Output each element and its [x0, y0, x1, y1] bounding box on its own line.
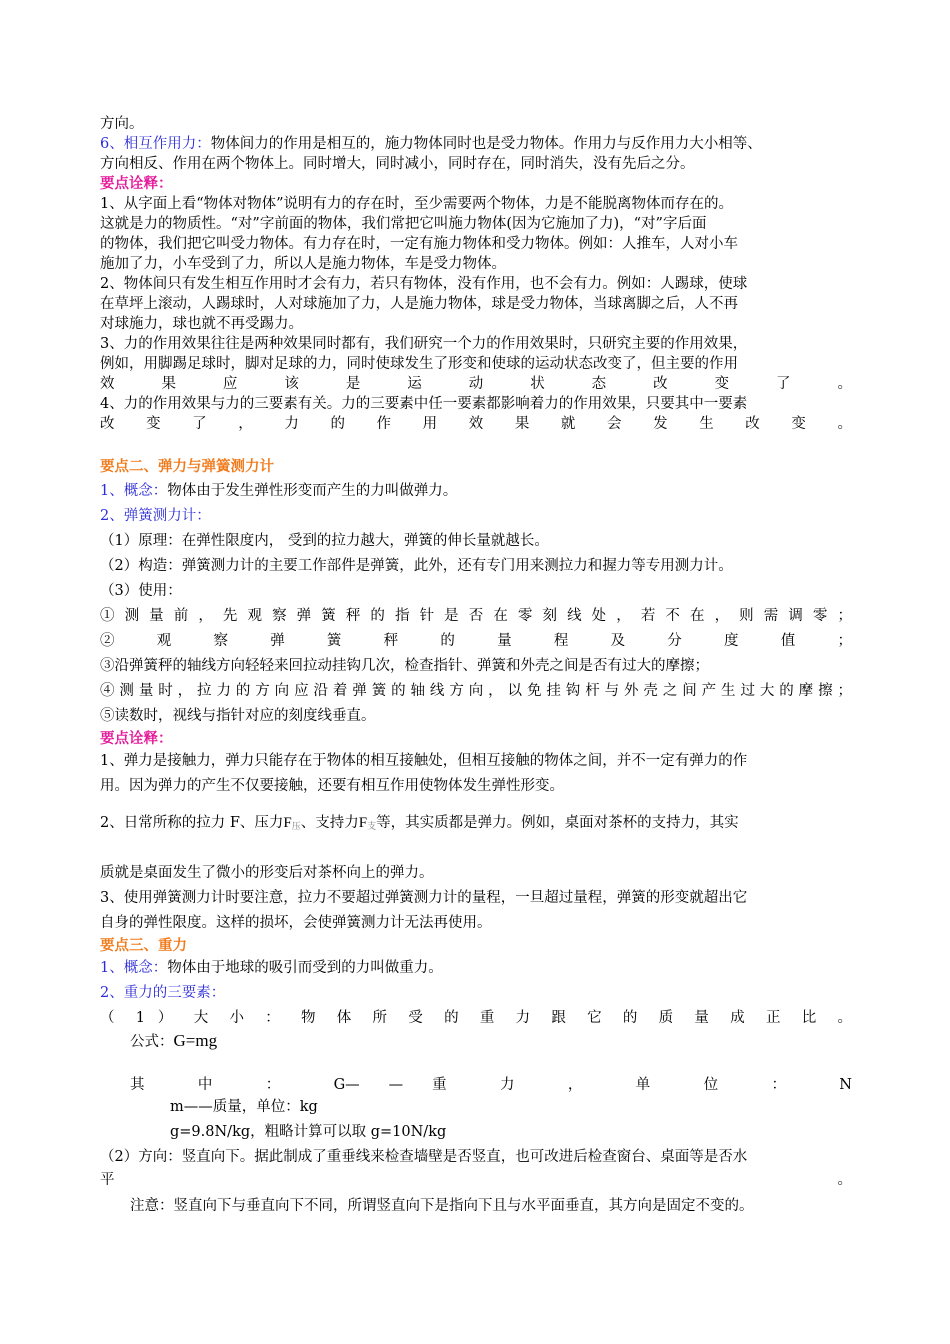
text-line-justified: ② 观 察 弹 簧 秤 的 量 程 及 分 度 值 ；: [100, 633, 852, 649]
text-line: 施加了力，小车受到了力，所以人是施力物体，车是受力物体。: [100, 256, 506, 272]
text-line: 这就是力的物质性。“对”字前面的物体，我们常把它叫施力物体(因为它施加了力)，“对”字后面: [100, 216, 707, 232]
text-span: 2、日常所称的拉力 F、压力: [100, 815, 284, 831]
term-label: 2、重力的三要素：: [100, 985, 226, 1001]
force-subscript: 支: [367, 822, 377, 832]
text-line: 3、力的作用效果往往是两种效果同时都有，我们研究一个力的作用效果时，只研究主要的作用效果，: [100, 336, 748, 352]
text-line: 自身的弹性限度。这样的损坏，会使弹簧测力计无法再使用。: [100, 915, 492, 931]
formula-line: [100, 1031, 852, 1075]
formula-label: 公式：: [130, 1034, 174, 1050]
text-line: [100, 134, 852, 154]
force-subscript: 压: [291, 822, 301, 832]
text-line: m——质量，单位：kg: [170, 1099, 318, 1115]
text-span: 物体由于发生弹性形变而产生的力叫做弹力。: [167, 483, 458, 499]
text-line-justified: 其 中 ： G— — 重 力 ， 单 位 ： N: [130, 1077, 852, 1093]
text-line: （3）使用：: [100, 583, 182, 599]
text-line: 方向。: [100, 116, 144, 132]
text-line: 注意：竖直向下与垂直向下不同，所谓竖直向下是指向下且与水平面垂直，其方向是固定不变的。: [130, 1198, 754, 1214]
note-heading: 要点诠释：: [100, 175, 173, 192]
text-line: （2）构造：弹簧测力计的主要工作部件是弹簧，此外，还有专门用来测拉力和握力等专用测力计。: [100, 558, 733, 574]
text-line: ③沿弹簧秤的轴线方向轻轻来回拉动挂钩几次，检查指针、弹簧和外壳之间是否有过大的摩擦；: [100, 658, 709, 674]
term-label: 2、弹簧测力计：: [100, 508, 211, 524]
text-line: 2、物体间只有发生相互作用时才会有力，若只有物体，没有作用，也不会有力。例如：人踢球，使球: [100, 276, 748, 292]
text-line: （1）原理：在弹性限度内， 受到的拉力越大，弹簧的伸长量就越长。: [100, 533, 549, 549]
text-span: 等，其实质都是弹力。例如，桌面对茶杯的支持力，其实: [376, 815, 739, 831]
formula: G=mg: [173, 1031, 218, 1050]
text-line-justified: ④ 测 量 时 ， 拉 力 的 方 向 应 沿 着 弹 簧 的 轴 线 方 向 ， 以 免 挂 钩 杆 与 外 壳 之 间 产 生 过 大 的 摩 擦 ；: [100, 683, 852, 699]
text-line: [100, 479, 852, 504]
text-line: 质就是桌面发生了微小的形变后对茶杯向上的弹力。: [100, 865, 434, 881]
text-line-with-formula: [100, 799, 852, 861]
section-heading: 要点三、重力: [100, 937, 187, 954]
document-page: [100, 114, 852, 1222]
text-line: 用。因为弹力的产生不仅要接触，还要有相互作用使物体发生弹性形变。: [100, 778, 564, 794]
term-label: 1、概念：: [100, 960, 168, 976]
force-symbol: F: [283, 815, 292, 831]
text-line-justified: ① 测 量 前 ， 先 观 察 弹 簧 秤 的 指 针 是 否 在 零 刻 线 处 ， 若 不 在 ， 则 需 调 零 ；: [100, 608, 852, 624]
text-line: g=9.8N/kg，粗略计算可以取 g=10N/kg: [170, 1124, 447, 1140]
text-line: 1、弹力是接触力，弹力只能存在于物体的相互接触处，但相互接触的物体之间，并不一定有弹力的作: [100, 753, 748, 769]
note-heading: 要点诠释：: [100, 730, 173, 747]
text-line: 的物体，我们把它叫受力物体。有力存在时，一定有施力物体和受力物体。例如：人推车，人对小车: [100, 236, 738, 252]
text-line-justified: （ 1 ） 大 小 ： 物 体 所 受 的 重 力 跟 它 的 质 量 成 正 比 。: [100, 1010, 852, 1026]
text-line: [100, 956, 852, 981]
text-line: 1、从字面上看“物体对物体”说明有力的存在时，至少需要两个物体，力是不能脱离物体而存在的。: [100, 196, 734, 212]
text-line: 在草坪上滚动，人踢球时，人对球施加了力，人是施力物体，球是受力物体，当球离脚之后，人不再: [100, 296, 738, 312]
text-line: （2）方向：竖直向下。据此制成了重垂线来检查墙壁是否竖直，也可改进后检查窗台、桌面等是否水: [100, 1149, 748, 1165]
text-line: 3、使用弹簧测力计时要注意，拉力不要超过弹簧测力计的量程，一旦超过量程，弹簧的形变就超出它: [100, 890, 748, 906]
text-line-justified: 平 。: [100, 1172, 852, 1188]
section-heading: 要点二、弹力与弹簧测力计: [100, 458, 274, 475]
text-span: 物体由于地球的吸引而受到的力叫做重力。: [167, 960, 443, 976]
text-line: 4、力的作用效果与力的三要素有关。力的三要素中任一要素都影响着力的作用效果，只要其中一要素: [100, 396, 748, 412]
term-label: 6、相互作用力：: [100, 136, 211, 152]
text-line-justified: 改 变 了 ， 力 的 作 用 效 果 就 会 发 生 改 变 。: [100, 416, 852, 432]
force-symbol: F: [358, 815, 368, 831]
text-line: ⑤读数时，视线与指针对应的刻度线垂直。: [100, 708, 376, 724]
term-label: 1、概念：: [100, 483, 168, 499]
text-line: 例如，用脚踢足球时，脚对足球的力，同时使球发生了形变和使球的运动状态改变了，但主要的作用: [100, 356, 738, 372]
text-line: 方向相反、作用在两个物体上。同时增大，同时减小，同时存在，同时消失，没有先后之分。: [100, 156, 695, 172]
text-span: 物体间力的作用是相互的，施力物体同时也是受力物体。作用力与反作用力大小相等、: [210, 136, 762, 152]
text-span: 、支持力: [300, 815, 359, 831]
text-line: 对球施力，球也就不再受踢力。: [100, 316, 303, 332]
text-line-justified: 效 果 应 该 是 运 动 状 态 改 变 了 。: [100, 376, 852, 392]
